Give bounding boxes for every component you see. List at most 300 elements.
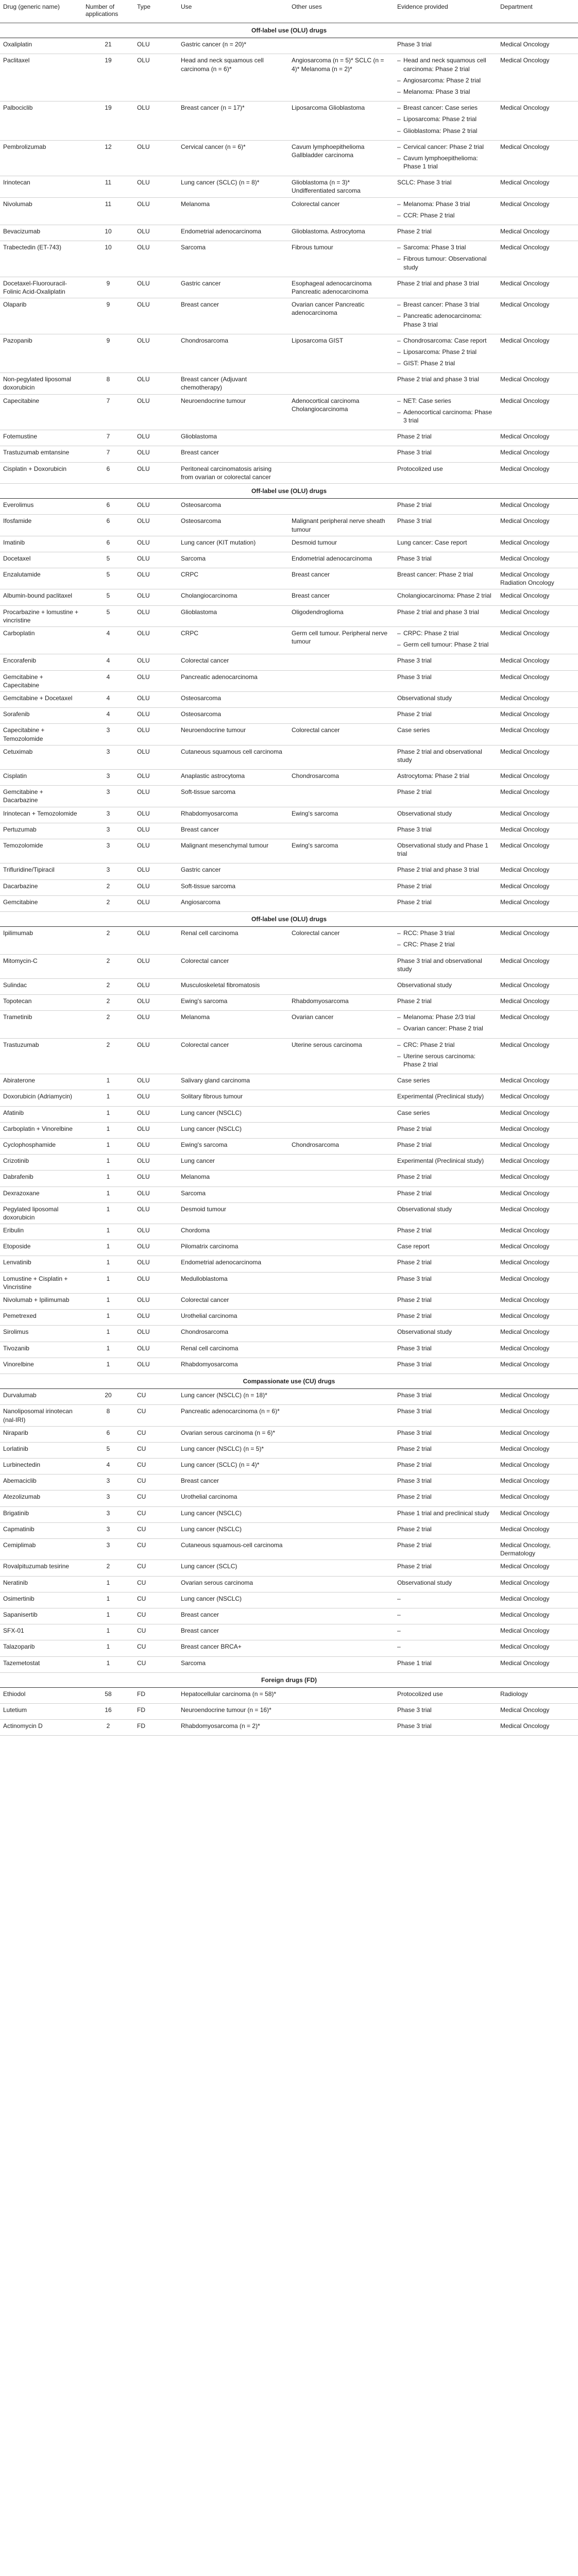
evidence-item: Phase 2 trial — [397, 997, 432, 1005]
department-cell: Medical Oncology — [497, 140, 578, 176]
drug-name-cell: Talazoparib — [0, 1640, 82, 1656]
drug-name-cell: Lorlatinib — [0, 1442, 82, 1458]
evidence-list — [397, 1328, 494, 1336]
department-cell: Medical Oncology Radiation Oncology — [497, 568, 578, 589]
use-cell: Osteosarcoma — [178, 499, 288, 515]
department-cell: Medical Oncology — [497, 1342, 578, 1358]
evidence-item: Phase 2 trial and observational study — [397, 748, 482, 764]
type-cell: CU — [134, 1426, 178, 1442]
type-cell: CU — [134, 1490, 178, 1506]
evidence-list — [397, 1275, 494, 1283]
department-cell: Medical Oncology — [497, 1624, 578, 1640]
evidence-item: Phase 2 trial — [397, 1296, 432, 1303]
evidence-item: – Liposarcoma: Phase 2 trial — [397, 348, 494, 356]
other-uses-cell — [288, 1720, 394, 1736]
type-cell: CU — [134, 1506, 178, 1522]
table-row — [0, 298, 578, 334]
drug-name-cell: Ethiodol — [0, 1687, 82, 1703]
other-uses-cell — [288, 373, 394, 394]
department-cell: Medical Oncology — [497, 895, 578, 911]
use-cell: Lung cancer (SCLC) (n = 8)* — [178, 176, 288, 197]
applications-count-cell: 19 — [82, 54, 134, 101]
evidence-cell — [394, 515, 497, 536]
department-cell: Medical Oncology — [497, 1560, 578, 1576]
department-cell: Medical Oncology — [497, 589, 578, 605]
department-cell: Medical Oncology — [497, 1011, 578, 1038]
evidence-item: Observational study — [397, 1579, 452, 1586]
type-cell: CU — [134, 1608, 178, 1624]
type-cell: OLU — [134, 334, 178, 373]
table-row — [0, 863, 578, 879]
evidence-cell — [394, 1459, 497, 1475]
table-row — [0, 1704, 578, 1720]
table-row — [0, 1294, 578, 1310]
other-uses-cell: Chondrosarcoma — [288, 1138, 394, 1154]
evidence-item: Phase 2 trial — [397, 1173, 432, 1181]
type-cell: OLU — [134, 1224, 178, 1240]
evidence-item: Phase 2 trial — [397, 1141, 432, 1148]
drug-name-cell: Vinorelbine — [0, 1358, 82, 1374]
evidence-cell — [394, 1539, 497, 1560]
evidence-item: Phase 2 trial — [397, 710, 432, 718]
other-uses-cell: Colorectal cancer — [288, 197, 394, 225]
use-cell: Lung cancer (KIT mutation) — [178, 536, 288, 552]
evidence-list — [397, 726, 494, 734]
table-row — [0, 1342, 578, 1358]
other-uses-cell — [288, 708, 394, 724]
applications-count-cell: 11 — [82, 176, 134, 197]
table-row — [0, 879, 578, 895]
applications-count-cell: 3 — [82, 770, 134, 786]
type-cell: OLU — [134, 1138, 178, 1154]
other-uses-cell — [288, 1187, 394, 1202]
applications-count-cell: 1 — [82, 1576, 134, 1592]
other-uses-cell: Ovarian cancer — [288, 1011, 394, 1038]
evidence-item: Phase 2 trial — [397, 1259, 432, 1266]
other-uses-cell — [288, 430, 394, 446]
evidence-list — [397, 1076, 494, 1084]
section-header-row — [0, 23, 578, 38]
drug-name-cell: Tazemetostat — [0, 1656, 82, 1672]
other-uses-cell — [288, 895, 394, 911]
type-cell: OLU — [134, 430, 178, 446]
type-cell: CU — [134, 1640, 178, 1656]
department-cell: Medical Oncology — [497, 334, 578, 373]
evidence-cell — [394, 430, 497, 446]
use-cell: Malignant mesenchymal tumour — [178, 839, 288, 863]
evidence-list — [397, 554, 494, 563]
evidence-item: Phase 3 trial — [397, 657, 432, 665]
evidence-item: Cholangiocarcinoma: Phase 2 trial — [397, 592, 491, 600]
other-uses-cell: Chondrosarcoma — [288, 770, 394, 786]
table-row — [0, 1522, 578, 1538]
evidence-cell — [394, 978, 497, 994]
table-row — [0, 1560, 578, 1576]
evidence-cell — [394, 1506, 497, 1522]
use-cell: CRPC — [178, 627, 288, 654]
department-cell: Medical Oncology — [497, 1202, 578, 1224]
table-row — [0, 1459, 578, 1475]
use-cell: CRPC — [178, 568, 288, 589]
type-cell: OLU — [134, 54, 178, 101]
header-type: Type — [134, 0, 178, 23]
evidence-list — [397, 981, 494, 989]
type-cell: OLU — [134, 1090, 178, 1106]
evidence-item: Phase 3 trial — [397, 41, 432, 48]
applications-count-cell: 11 — [82, 197, 134, 225]
type-cell: OLU — [134, 140, 178, 176]
drug-name-cell: Sapanisertib — [0, 1608, 82, 1624]
evidence-list — [397, 788, 494, 796]
other-uses-cell — [288, 1074, 394, 1090]
other-uses-cell — [288, 1202, 394, 1224]
applications-count-cell: 9 — [82, 334, 134, 373]
evidence-cell — [394, 927, 497, 954]
evidence-item: Phase 2 trial — [397, 1525, 432, 1533]
use-cell: Rhabdomyosarcoma (n = 2)* — [178, 1720, 288, 1736]
type-cell: CU — [134, 1656, 178, 1672]
use-cell: Ovarian serous carcinoma — [178, 1576, 288, 1592]
department-cell: Medical Oncology — [497, 552, 578, 568]
evidence-item: – Melanoma: Phase 2/3 trial — [397, 1013, 494, 1021]
use-cell: Soft-tissue sarcoma — [178, 879, 288, 895]
evidence-list — [397, 1344, 494, 1352]
drug-name-cell: Gemcitabine — [0, 895, 82, 911]
use-cell: Lung cancer (NSCLC) — [178, 1592, 288, 1608]
other-uses-cell: Colorectal cancer — [288, 927, 394, 954]
applications-count-cell: 2 — [82, 879, 134, 895]
drug-name-cell: Rovalpituzumab tesirine — [0, 1560, 82, 1576]
evidence-list — [397, 1092, 494, 1100]
department-cell: Medical Oncology — [497, 995, 578, 1011]
applications-count-cell: 3 — [82, 1506, 134, 1522]
drug-name-cell: Everolimus — [0, 499, 82, 515]
drug-name-cell: Non-pegylated liposomal doxorubicin — [0, 373, 82, 394]
evidence-item: – GIST: Phase 2 trial — [397, 359, 494, 367]
drug-name-cell: Nivolumab + Ipilimumab — [0, 1294, 82, 1310]
drug-name-cell: Imatinib — [0, 536, 82, 552]
evidence-item: Phase 3 trial — [397, 517, 432, 525]
table-row — [0, 1358, 578, 1374]
evidence-list — [397, 1189, 494, 1197]
evidence-list — [397, 1391, 494, 1399]
evidence-item: Phase 2 trial — [397, 788, 432, 796]
drug-name-cell: Lutetium — [0, 1704, 82, 1720]
evidence-cell — [394, 197, 497, 225]
header-row — [0, 0, 578, 23]
applications-count-cell: 4 — [82, 708, 134, 724]
type-cell: OLU — [134, 708, 178, 724]
applications-count-cell: 1 — [82, 1240, 134, 1256]
use-cell: Melanoma — [178, 197, 288, 225]
applications-count-cell: 7 — [82, 446, 134, 462]
use-cell: Lung cancer (NSCLC) (n = 18)* — [178, 1389, 288, 1405]
evidence-cell — [394, 1122, 497, 1138]
section-title: Compassionate use (CU) drugs — [0, 1374, 578, 1388]
table-row — [0, 176, 578, 197]
header-drug: Drug (generic name) — [0, 0, 82, 23]
evidence-list — [397, 570, 494, 579]
other-uses-cell: Colorectal cancer — [288, 724, 394, 745]
evidence-list — [397, 1722, 494, 1730]
department-cell: Medical Oncology — [497, 605, 578, 626]
evidence-item: Phase 3 trial and observational study — [397, 957, 482, 973]
other-uses-cell — [288, 1442, 394, 1458]
department-cell: Medical Oncology — [497, 863, 578, 879]
evidence-cell — [394, 823, 497, 839]
drug-name-cell: Nanoliposomal irinotecan (nal-IRI) — [0, 1405, 82, 1426]
evidence-list — [397, 1226, 494, 1234]
table-row — [0, 1171, 578, 1187]
evidence-item: – Head and neck squamous cell carcinoma: Phase 2 trial — [397, 56, 494, 73]
section-title: Off-label use (OLU) drugs — [0, 23, 578, 38]
evidence-cell — [394, 1074, 497, 1090]
use-cell: Breast cancer — [178, 1624, 288, 1640]
use-cell: Breast cancer — [178, 298, 288, 334]
type-cell: OLU — [134, 176, 178, 197]
use-cell: Solitary fibrous tumour — [178, 1090, 288, 1106]
table-row — [0, 1506, 578, 1522]
type-cell: OLU — [134, 627, 178, 654]
department-cell: Medical Oncology — [497, 1608, 578, 1624]
type-cell: OLU — [134, 1342, 178, 1358]
type-cell: OLU — [134, 101, 178, 141]
type-cell: OLU — [134, 605, 178, 626]
evidence-cell — [394, 1090, 497, 1106]
drug-name-cell: Abemaciclib — [0, 1475, 82, 1490]
type-cell: OLU — [134, 499, 178, 515]
use-cell: Sarcoma — [178, 241, 288, 277]
evidence-item: Phase 3 trial — [397, 1392, 432, 1399]
use-cell: Colorectal cancer — [178, 1038, 288, 1074]
other-uses-cell — [288, 462, 394, 483]
other-uses-cell — [288, 1608, 394, 1624]
drug-name-cell: Carboplatin + Vinorelbine — [0, 1122, 82, 1138]
applications-count-cell: 1 — [82, 1090, 134, 1106]
drug-name-cell: Dacarbazine — [0, 879, 82, 895]
header-department: Department — [497, 0, 578, 23]
other-uses-cell — [288, 823, 394, 839]
applications-count-cell: 1 — [82, 1138, 134, 1154]
type-cell: OLU — [134, 745, 178, 769]
applications-count-cell: 2 — [82, 1038, 134, 1074]
use-cell: Endometrial adenocarcinoma — [178, 1256, 288, 1272]
use-cell: Desmoid tumour — [178, 1202, 288, 1224]
evidence-cell — [394, 1592, 497, 1608]
evidence-cell — [394, 1389, 497, 1405]
evidence-list — [397, 1312, 494, 1320]
applications-count-cell: 21 — [82, 38, 134, 54]
evidence-list — [397, 300, 494, 329]
evidence-list — [397, 1706, 494, 1714]
type-cell: OLU — [134, 197, 178, 225]
use-cell: Gastric cancer — [178, 277, 288, 298]
table-row — [0, 823, 578, 839]
evidence-item: Phase 3 trial — [397, 1344, 432, 1352]
evidence-cell — [394, 140, 497, 176]
table-row — [0, 1624, 578, 1640]
evidence-list — [397, 1493, 494, 1501]
evidence-list — [397, 375, 494, 383]
type-cell: OLU — [134, 863, 178, 879]
other-uses-cell: Esophageal adenocarcinoma Pancreatic adenocarcinoma — [288, 277, 394, 298]
evidence-list — [397, 898, 494, 906]
applications-count-cell: 2 — [82, 954, 134, 978]
evidence-list — [397, 448, 494, 456]
use-cell: Colorectal cancer — [178, 954, 288, 978]
evidence-list — [397, 772, 494, 780]
evidence-cell — [394, 101, 497, 141]
evidence-list — [397, 825, 494, 834]
type-cell: OLU — [134, 1240, 178, 1256]
evidence-item: – Melanoma: Phase 3 trial — [397, 200, 494, 208]
use-cell: Neuroendocrine tumour — [178, 394, 288, 430]
evidence-item: Phase 3 trial — [397, 554, 432, 562]
evidence-item: Observational study — [397, 1205, 452, 1213]
use-cell: Neuroendocrine tumour (n = 16)* — [178, 1704, 288, 1720]
type-cell: OLU — [134, 807, 178, 823]
evidence-cell — [394, 1624, 497, 1640]
department-cell: Medical Oncology — [497, 298, 578, 334]
evidence-item: Phase 2 trial — [397, 1563, 432, 1570]
use-cell: Salivary gland carcinoma — [178, 1074, 288, 1090]
other-uses-cell: Liposarcoma Glioblastoma — [288, 101, 394, 141]
evidence-item: – Liposarcoma: Phase 2 trial — [397, 115, 494, 123]
department-cell: Medical Oncology — [497, 1576, 578, 1592]
evidence-list — [397, 629, 494, 649]
table-row — [0, 1608, 578, 1624]
use-cell: Melanoma — [178, 1011, 288, 1038]
table-row — [0, 745, 578, 769]
evidence-cell — [394, 499, 497, 515]
department-cell: Medical Oncology — [497, 225, 578, 241]
applications-count-cell: 1 — [82, 1122, 134, 1138]
table-row — [0, 1475, 578, 1490]
table-row — [0, 1720, 578, 1736]
table-row — [0, 1640, 578, 1656]
evidence-cell — [394, 552, 497, 568]
type-cell: OLU — [134, 1187, 178, 1202]
use-cell: Gastric cancer (n = 20)* — [178, 38, 288, 54]
use-cell: Urothelial carcinoma — [178, 1310, 288, 1326]
drug-name-cell: Docetaxel-Fluorouracil- Folinic Acid-Oxaliplatin — [0, 277, 82, 298]
drug-name-cell: Gemcitabine + Dacarbazine — [0, 786, 82, 807]
table-row — [0, 536, 578, 552]
applications-count-cell: 2 — [82, 895, 134, 911]
table-row — [0, 1656, 578, 1672]
use-cell: Lung cancer (NSCLC) — [178, 1122, 288, 1138]
evidence-item: Phase 2 trial — [397, 1541, 432, 1549]
applications-count-cell: 6 — [82, 462, 134, 483]
type-cell: OLU — [134, 1038, 178, 1074]
type-cell: CU — [134, 1405, 178, 1426]
drug-name-cell: Olaparib — [0, 298, 82, 334]
type-cell: CU — [134, 1459, 178, 1475]
use-cell: Lung cancer (NSCLC) — [178, 1522, 288, 1538]
evidence-item: Phase 2 trial — [397, 1461, 432, 1469]
section-header-row — [0, 911, 578, 926]
type-cell: OLU — [134, 1122, 178, 1138]
other-uses-cell — [288, 1475, 394, 1490]
evidence-cell — [394, 839, 497, 863]
evidence-item: – Breast cancer: Case series — [397, 104, 494, 112]
department-cell: Medical Oncology — [497, 1656, 578, 1672]
other-uses-cell: Cavum lymphoepithelioma Gallbladder carcinoma — [288, 140, 394, 176]
type-cell: CU — [134, 1592, 178, 1608]
evidence-item: Observational study and Phase 1 trial — [397, 842, 488, 858]
other-uses-cell: Ewing's sarcoma — [288, 807, 394, 823]
applications-count-cell: 1 — [82, 1171, 134, 1187]
evidence-list — [397, 1562, 494, 1570]
evidence-item: Phase 2 trial — [397, 1125, 432, 1132]
evidence-item: – CRC: Phase 2 trial — [397, 940, 494, 948]
evidence-item: – — [397, 1595, 401, 1602]
evidence-list — [397, 465, 494, 473]
department-cell: Medical Oncology — [497, 1187, 578, 1202]
drug-name-cell: Pegylated liposomal doxorubicin — [0, 1202, 82, 1224]
drug-name-cell: Procarbazine + lomustine + vincristine — [0, 605, 82, 626]
department-cell: Medical Oncology — [497, 1704, 578, 1720]
use-cell: Renal cell carcinoma — [178, 1342, 288, 1358]
type-cell: OLU — [134, 38, 178, 54]
use-cell: Pancreatic adenocarcinoma (n = 6)* — [178, 1405, 288, 1426]
other-uses-cell — [288, 1342, 394, 1358]
use-cell: Gastric cancer — [178, 863, 288, 879]
evidence-item: Experimental (Preclinical study) — [397, 1093, 484, 1100]
evidence-cell — [394, 1490, 497, 1506]
other-uses-cell — [288, 1240, 394, 1256]
evidence-cell — [394, 1155, 497, 1171]
other-uses-cell — [288, 1122, 394, 1138]
evidence-list — [397, 200, 494, 219]
applications-count-cell: 1 — [82, 1310, 134, 1326]
evidence-cell — [394, 770, 497, 786]
other-uses-cell: Breast cancer — [288, 568, 394, 589]
department-cell: Medical Oncology — [497, 1522, 578, 1538]
drug-name-cell: Dabrafenib — [0, 1171, 82, 1187]
type-cell: OLU — [134, 927, 178, 954]
drug-name-cell: Topotecan — [0, 995, 82, 1011]
evidence-cell — [394, 589, 497, 605]
type-cell: OLU — [134, 225, 178, 241]
use-cell: Ewing's sarcoma — [178, 1138, 288, 1154]
drug-name-cell: Irinotecan + Temozolomide — [0, 807, 82, 823]
evidence-list — [397, 104, 494, 135]
evidence-cell — [394, 954, 497, 978]
table-row — [0, 499, 578, 515]
evidence-item: – Uterine serous carcinoma: Phase 2 trial — [397, 1052, 494, 1069]
department-cell: Medical Oncology — [497, 1426, 578, 1442]
applications-count-cell: 1 — [82, 1187, 134, 1202]
evidence-list — [397, 1205, 494, 1213]
department-cell: Medical Oncology — [497, 839, 578, 863]
use-cell: Renal cell carcinoma — [178, 927, 288, 954]
applications-count-cell: 5 — [82, 605, 134, 626]
type-cell: OLU — [134, 770, 178, 786]
evidence-item: Phase 2 trial — [397, 1189, 432, 1197]
use-cell: Ewing's sarcoma — [178, 995, 288, 1011]
evidence-cell — [394, 1640, 497, 1656]
evidence-list — [397, 279, 494, 287]
evidence-list — [397, 1595, 494, 1603]
table-row — [0, 1122, 578, 1138]
evidence-list — [397, 1360, 494, 1368]
use-cell: Chondrosarcoma — [178, 1326, 288, 1342]
evidence-item: – RCC: Phase 3 trial — [397, 929, 494, 937]
evidence-cell — [394, 1202, 497, 1224]
evidence-list — [397, 1659, 494, 1667]
evidence-cell — [394, 1171, 497, 1187]
